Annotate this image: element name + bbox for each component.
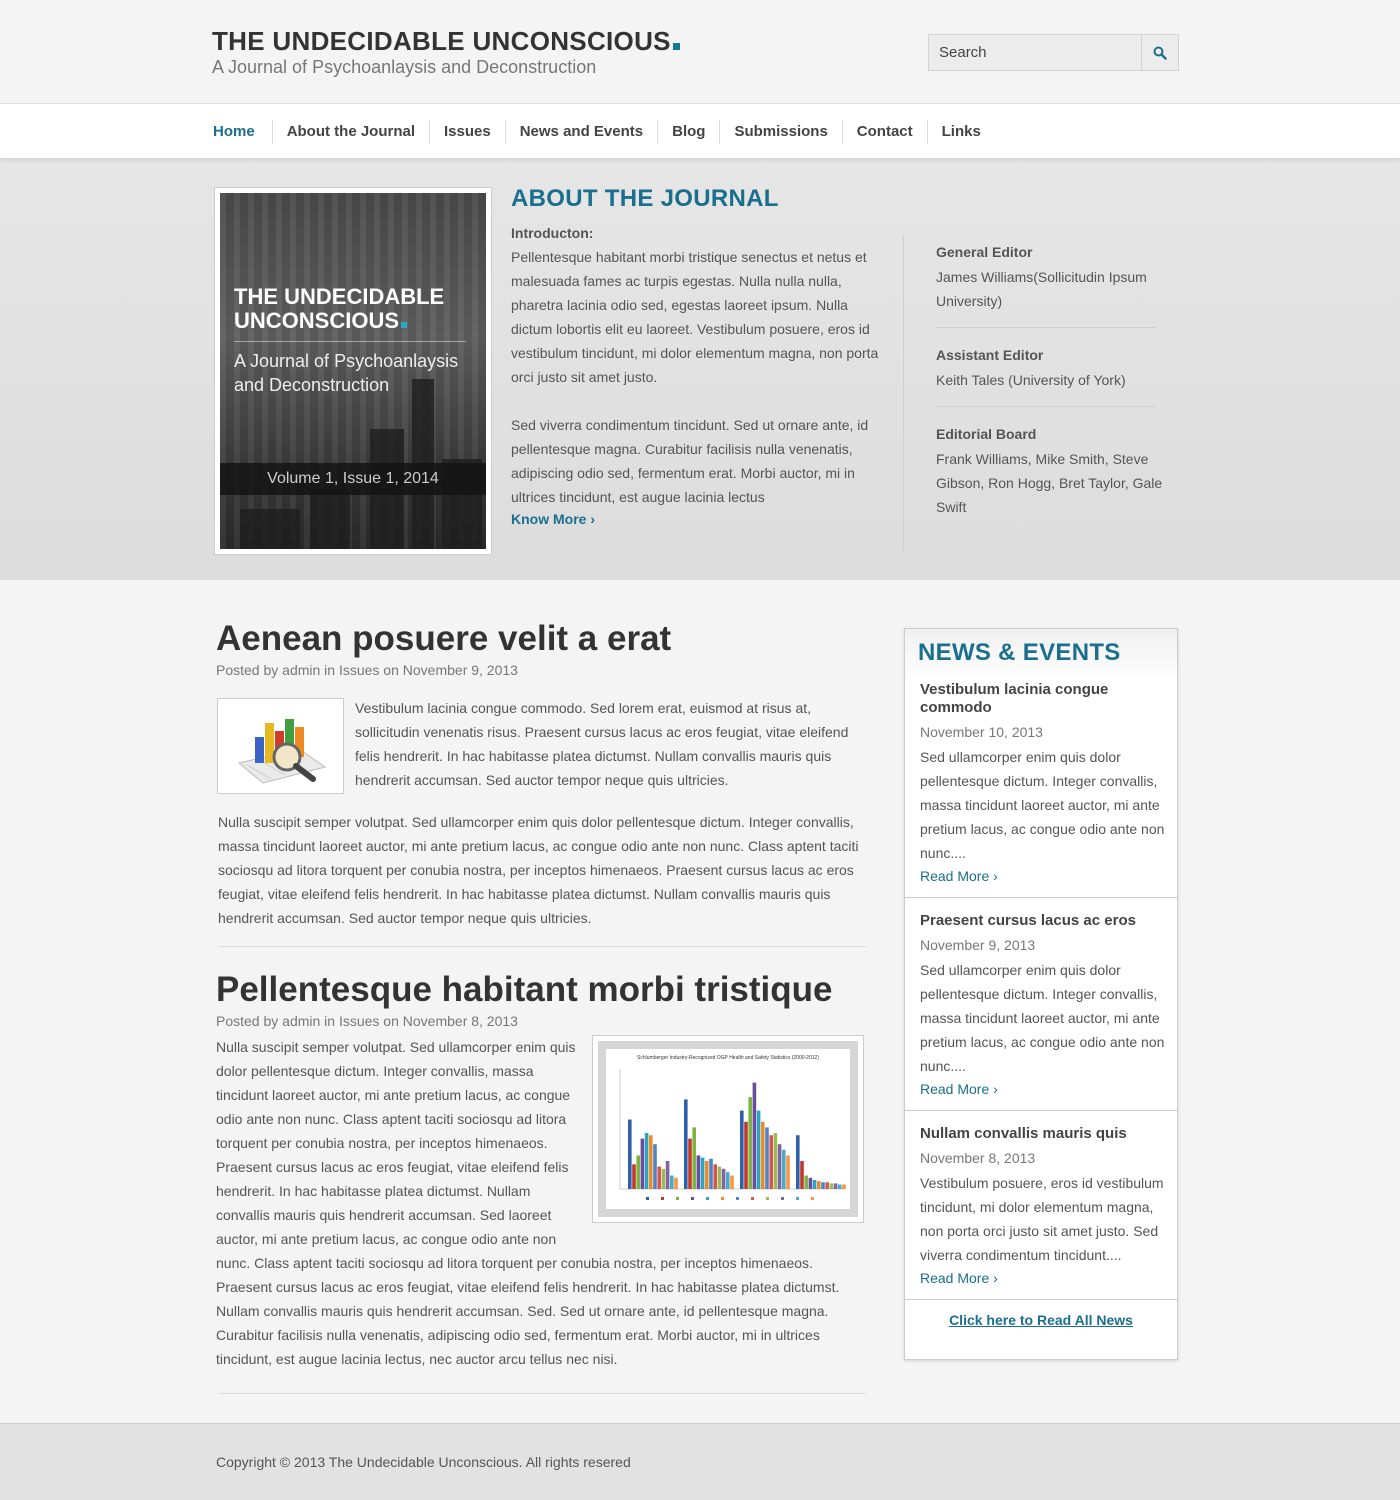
- chart-image-bar: [774, 1133, 778, 1189]
- nav-item-blog[interactable]: Blog: [657, 120, 719, 144]
- post-body: Nulla suscipit semper volutpat. Sed ullamcorper enim quis dolor pellentesque dictum. Integer convallis, massa tincidunt laoreet auctor, mi ante pretium lacus, ac congue odio ante non nunc. Class aptent taciti sociosqu ad litora torquent per conubia nostra, per inceptos himenaeos. Praesent cursus lacus ac eros feugiat, vitae eleifend felis hendrerit. In hac habitasse platea dictumst. Nullam convallis mauris quis hendrerit accumsan. Sed laoreet auctor, mi ante pretium lacus, ac congue odio ante non nunc. Class aptent taciti sociosqu ad litora torquent per conubia nostra, per inceptos himenaeos. Praesent cursus lacus ac eros feugiat, vitae eleifend felis hendrerit. In hac habitasse platea dictumst. Nullam convallis mauris quis hendrerit accumsan. Sed. Sed ut ornare ante, id pellentesque magna. Curabitur facilisis nulla venenatis, adipiscing odio sed, fermentum erat. Morbi auctor, mi in ultrices tincidunt, est augue lacinia lectus, nec auctor arcu tellus nec nisi.: [216, 1039, 840, 1367]
- site-title[interactable]: THE UNDECIDABLE UNCONSCIOUS: [212, 26, 680, 56]
- chart-image-legend-swatch: [706, 1197, 709, 1200]
- chart-image-bar: [674, 1178, 678, 1189]
- chart-image-legend-swatch: [811, 1197, 814, 1200]
- cover-title: THE UNDECIDABLE UNCONSCIOUS: [234, 284, 445, 333]
- chart-image-bar: [765, 1127, 769, 1189]
- chart-image-legend-swatch: [661, 1197, 664, 1200]
- news-item: [905, 681, 1177, 898]
- nav-item-links[interactable]: Links: [927, 120, 995, 144]
- chart-image-bar: [701, 1158, 705, 1189]
- chart-image-bar: [778, 1144, 782, 1189]
- read-more-link[interactable]: Read More ›: [920, 1270, 998, 1286]
- chart-image-bar: [718, 1167, 722, 1189]
- chart-image-bar: [657, 1167, 661, 1189]
- chart-image-bar: [740, 1111, 744, 1189]
- chart-image-bar: [697, 1155, 701, 1189]
- chart-image-bar: [825, 1182, 829, 1189]
- chart-image-bar: [692, 1127, 696, 1189]
- chart-image-bar: [744, 1122, 748, 1189]
- chart-image-bar: [641, 1139, 645, 1189]
- main-nav: [0, 104, 1400, 159]
- post-meta: Posted by admin in Issues on November 9, 2013: [216, 662, 518, 678]
- chart-caption: Schlumberger Industry-Recognized OGP Health and Safety Statistics (2000-2012): [637, 1055, 819, 1061]
- nav-list: [213, 104, 995, 159]
- search-button[interactable]: [1141, 35, 1178, 70]
- intro-label: Introducton:: [511, 225, 594, 241]
- post-title[interactable]: Pellentesque habitant morbi tristique: [216, 970, 833, 1009]
- chart-image-bar: [813, 1180, 817, 1189]
- post-title[interactable]: Aenean posuere velit a erat: [216, 619, 672, 658]
- copyright-text: Copyright © 2013 The Undecidable Unconscious. All rights resered: [216, 1454, 631, 1470]
- editor-role: Assistant Editor: [936, 347, 1044, 363]
- read-more-link[interactable]: Read More ›: [920, 868, 998, 884]
- nav-item-about[interactable]: About the Journal: [272, 120, 429, 144]
- chart-image-legend-swatch: [691, 1197, 694, 1200]
- chart-image-bar: [842, 1185, 846, 1189]
- editor-names: Keith Tales (University of York): [936, 372, 1126, 388]
- news-title[interactable]: Praesent cursus lacus ac eros: [920, 912, 1136, 929]
- chart-image-bar: [709, 1159, 713, 1189]
- chart-image-bar: [804, 1176, 808, 1189]
- chart-image-bar: [632, 1164, 636, 1189]
- post-divider: [218, 1393, 866, 1394]
- read-all-news-link[interactable]: Click here to Read All News: [949, 1312, 1133, 1328]
- nav-item-home[interactable]: Home: [213, 122, 255, 140]
- about-heading: ABOUT THE JOURNAL: [511, 185, 779, 212]
- chart-image-bar: [809, 1178, 813, 1189]
- chart-image-bar: [761, 1122, 765, 1189]
- chart-image-bar: [830, 1183, 834, 1189]
- nav-item-submissions[interactable]: Submissions: [719, 120, 841, 144]
- search-box: [928, 34, 1179, 71]
- nav-item-contact[interactable]: Contact: [842, 120, 927, 144]
- chart-image-bar: [666, 1161, 670, 1189]
- chart-image-bar: [636, 1155, 640, 1189]
- chevron-right-icon: ›: [993, 868, 998, 884]
- search-icon: [1153, 46, 1167, 60]
- editor-role: General Editor: [936, 244, 1033, 260]
- news-date: November 10, 2013: [920, 724, 1043, 740]
- news-item: [905, 898, 1177, 1111]
- chart-image-bar: [628, 1120, 632, 1189]
- cover-decoration: [240, 509, 300, 549]
- chart-image-plot: [606, 1049, 850, 1209]
- cover-decoration: [310, 489, 350, 549]
- news-events-widget: [904, 628, 1178, 1360]
- news-excerpt: Sed ullamcorper enim quis dolor pellentesque dictum. Integer convallis, massa tincidunt laoreet auctor, mi ante pretium lacus, ac congue odio ante non nunc....: [920, 749, 1165, 861]
- chart-image-frame: [598, 1041, 858, 1217]
- chart-image-bar: [670, 1176, 674, 1189]
- about-band: [0, 159, 1400, 580]
- chart-image-bar: [730, 1176, 734, 1189]
- news-date: November 8, 2013: [920, 1150, 1036, 1166]
- editor-general: [936, 235, 1156, 328]
- chart-image-bar: [796, 1135, 800, 1189]
- chart-image-bar: [800, 1161, 804, 1189]
- chart-image-legend-swatch: [721, 1197, 724, 1200]
- search-input[interactable]: [929, 35, 1141, 70]
- chart-magnifier-icon: [233, 705, 329, 787]
- chart-image-bar: [782, 1150, 786, 1189]
- editor-role: Editorial Board: [936, 426, 1037, 442]
- cover-dot: [401, 322, 407, 328]
- chart-image-bar: [722, 1169, 726, 1189]
- editors-panel: [903, 235, 1183, 551]
- news-item: [905, 1111, 1177, 1300]
- chevron-right-icon: ›: [590, 511, 596, 527]
- editor-names: James Williams(Sollicitudin Ipsum University): [936, 269, 1147, 309]
- chart-image-bar: [834, 1183, 838, 1189]
- post-divider: [218, 946, 866, 947]
- chart-image-bar: [705, 1161, 709, 1189]
- site-tagline: A Journal of Psychoanlaysis and Deconstruction: [212, 57, 597, 77]
- chevron-right-icon: ›: [993, 1081, 998, 1097]
- news-all-container: [905, 1300, 1177, 1330]
- post-meta: Posted by admin in Issues on November 8, 2013: [216, 1013, 518, 1029]
- editorial-board: [936, 407, 1176, 533]
- about-paragraph-1: Pellentesque habitant morbi tristique senectus et netus et malesuada fames ac turpis egestas. Nulla nulla nulla, pharetra lacinia odio sed, egestas laoreet ipsum. Nulla dictum lobortis elit eu laoreet. Vestibulum posuere, eros id vestibulum tincidunt, mi dolor elementum magna, non porta orci justo sit amet justo.: [511, 249, 879, 385]
- chart-image-bar: [726, 1172, 730, 1189]
- journal-cover[interactable]: [214, 187, 492, 555]
- chart-image-bar: [688, 1139, 692, 1189]
- chart-image-bar: [817, 1181, 821, 1189]
- chart-image-bar: [662, 1169, 666, 1189]
- cover-divider: [234, 341, 466, 342]
- post-thumbnail[interactable]: [217, 698, 344, 794]
- chart-image-bar: [786, 1155, 790, 1189]
- chart-image-bar: [757, 1111, 761, 1189]
- post-body: Nulla suscipit semper volutpat. Sed ullamcorper enim quis dolor pellentesque dictum. Integer convallis, massa tincidunt laoreet auctor, mi ante pretium lacus, ac congue odio ante non nunc. Class aptent taciti sociosqu ad litora torquent per conubia nostra, per inceptos himenaeos. Praesent cursus lacus ac eros feugiat, vitae eleifend felis hendrerit. In hac habitasse platea dictumst. Nullam convallis mauris quis hendrerit accumsan. Sed auctor tempor neque quis ultricies.: [218, 814, 859, 926]
- chart-image-legend-swatch: [766, 1197, 769, 1200]
- post: [216, 618, 866, 947]
- cover-image: [220, 193, 486, 549]
- nav-item-news-events[interactable]: News and Events: [505, 120, 657, 144]
- post: [216, 969, 866, 1394]
- chart-image-bar: [684, 1099, 688, 1189]
- post-chart-image[interactable]: [592, 1035, 864, 1223]
- editor-assistant: [936, 328, 1156, 407]
- site-brand[interactable]: [212, 26, 680, 78]
- news-heading: NEWS & EVENTS: [918, 639, 1121, 666]
- news-excerpt: Sed ullamcorper enim quis dolor pellentesque dictum. Integer convallis, massa tincidunt laoreet auctor, mi ante pretium lacus, ac congue odio ante non nunc....: [920, 962, 1165, 1074]
- know-more-link[interactable]: Know More ›: [511, 511, 596, 527]
- editor-names: Frank Williams, Mike Smith, Steve Gibson, Ron Hogg, Bret Taylor, Gale Swift: [936, 451, 1163, 515]
- chart-image-bar: [838, 1185, 842, 1189]
- chart-image-bar: [769, 1135, 773, 1189]
- chevron-right-icon: ›: [993, 1270, 998, 1286]
- about-journal: [511, 185, 883, 529]
- news-excerpt: Vestibulum posuere, eros id vestibulum tincidunt, mi dolor elementum magna, non porta orci justo sit amet justo. Sed viverra condimentum tincidunt....: [920, 1175, 1164, 1263]
- main-content: [0, 580, 1400, 1423]
- chart-image-bar: [645, 1133, 649, 1189]
- site-header: [0, 0, 1400, 104]
- chart-image-legend-swatch: [781, 1197, 784, 1200]
- site-footer: [0, 1423, 1400, 1500]
- news-title[interactable]: Vestibulum lacinia congue commodo: [920, 681, 1109, 716]
- nav-item-issues[interactable]: Issues: [429, 120, 505, 144]
- chart-image-legend-swatch: [646, 1197, 649, 1200]
- post-lead: Vestibulum lacinia congue commodo. Sed lorem erat, euismod at risus at, sollicitudin venenatis risus. Praesent cursus lacus ac eros feugiat, vitae eleifend felis hendrerit. In hac habitasse platea dictumst. Nullam convallis mauris quis hendrerit accumsan. Sed auctor tempor neque quis ultricies.: [355, 700, 849, 788]
- brand-dot: [673, 43, 680, 50]
- chart-image-legend-swatch: [676, 1197, 679, 1200]
- chart-image-bar: [748, 1097, 752, 1189]
- chart-image-legend-swatch: [796, 1197, 799, 1200]
- chart-image-legend-swatch: [736, 1197, 739, 1200]
- chart-bars: [606, 1049, 850, 1207]
- chart-image-bar: [713, 1164, 717, 1189]
- chart-image-bar: [821, 1182, 825, 1189]
- chart-image-legend-swatch: [751, 1197, 754, 1200]
- chart-image-bar: [753, 1083, 757, 1189]
- news-header: [905, 629, 1177, 681]
- news-date: November 9, 2013: [920, 937, 1036, 953]
- posts-list: [216, 618, 866, 1416]
- cover-subtitle: A Journal of Psychoanlaysis and Deconstruction: [234, 351, 459, 395]
- about-paragraph-2: Sed viverra condimentum tincidunt. Sed ut ornare ante, id pellentesque magna. Curabitur facilisis nulla venenatis, adipiscing odio sed, fermentum erat. Morbi auctor, mi in ultrices tincidunt, est augue lacinia lectus: [511, 417, 869, 505]
- chart-image-bar: [649, 1135, 653, 1189]
- chart-image-bar: [653, 1144, 657, 1189]
- cover-volume: Volume 1, Issue 1, 2014: [220, 463, 486, 495]
- read-more-link[interactable]: Read More ›: [920, 1081, 998, 1097]
- news-title[interactable]: Nullam convallis mauris quis: [920, 1125, 1127, 1142]
